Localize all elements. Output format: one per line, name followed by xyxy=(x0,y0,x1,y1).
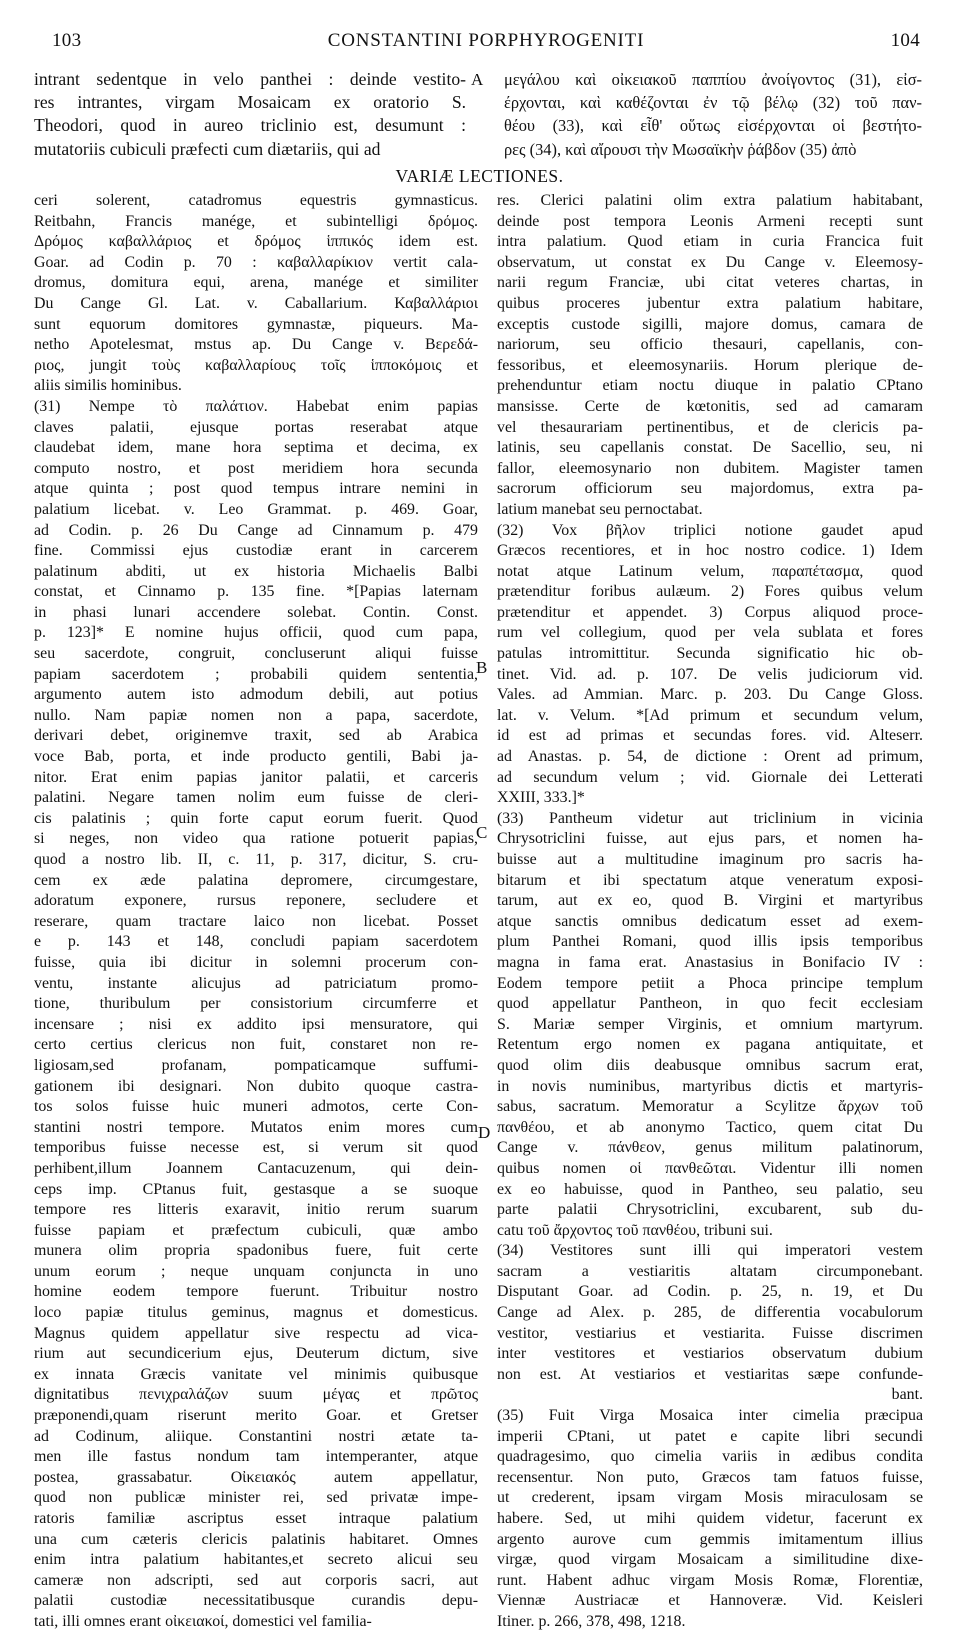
text-line: prætenditur et appendet. 3) Corpus aliquod proce- xyxy=(497,603,923,621)
margin-marker-c: C xyxy=(476,823,488,842)
section-title: VARIÆ LECTIONES. xyxy=(395,166,564,186)
text-line: prætenditur foribus aulæum. 2) Fores quibus velum xyxy=(497,583,923,601)
text-line: intrant sedentque in velo panthei : deinde vestito- xyxy=(34,69,466,89)
text-line: Δρόμος καβαλλάριος et δρόμος ἱππικός idem est. xyxy=(34,233,478,251)
text-line: bant. xyxy=(891,1386,923,1404)
text-line: quibus proceres jubentur extra palatium habitare, xyxy=(497,294,923,312)
text-line: Goar. ad Codin p. 70 : καβαλλαρίκιον vertit cala- xyxy=(34,253,478,271)
text-line: claudebat idem, mane hora septima et decima, ex xyxy=(34,439,478,457)
margin-marker-b: B xyxy=(476,658,488,677)
notes-right-column xyxy=(497,191,923,1633)
text-line: mutatoriis cubiculi præfecti cum diætariis, qui ad xyxy=(34,138,381,159)
text-line: mansisse. Certe de kœtonitis, sed ad camaram xyxy=(497,397,923,415)
text-line: quadragesimo, quo cimelia variis in ædibus condita xyxy=(497,1448,923,1466)
text-line: quod non publicæ minister rei, sed privatæ impe- xyxy=(34,1489,478,1507)
text-line: sacram a vestiaritis altatam circumponebant. xyxy=(497,1262,923,1280)
text-line: aliis similis hominibus. xyxy=(34,377,182,395)
text-line: vestitor, vestiarius et vestiarita. Fuisse discrimen xyxy=(497,1324,923,1342)
text-line: res. Clerici palatini olim extra palatium habitabant, xyxy=(497,192,923,209)
text-line: Theodori, quod in aureo triclinio est, desumunt : xyxy=(34,115,466,136)
text-line: vel thesaurariam pertinentibus, et de clericis pa- xyxy=(497,418,923,436)
text-line: bitarum et ibi spectatum atque veneratum exposi- xyxy=(497,871,923,889)
text-line: (31) Nempe τὸ παλάτιον. Habebat enim papias xyxy=(34,397,478,415)
text-line: (33) Pantheum videtur aut triclinium in vicinia xyxy=(497,809,923,827)
text-line: temporibus fuisse necesse est, si verum sit quod xyxy=(34,1139,478,1157)
text-line: quibus nomen οἱ πανθεῶται. Videntur illi nomen xyxy=(497,1159,923,1177)
text-line: postea, grassabatur. Οἰκειακός autem appellatur, xyxy=(34,1468,478,1486)
text-line: fallor, eleemosynario non dubitem. Magister tamen xyxy=(497,459,923,477)
text-line: fessoribus, et eleemosynariis. Horum plerique de- xyxy=(497,356,923,374)
text-line: prehenduntur etiam noctu diuque in palatio CPtano xyxy=(497,377,923,395)
text-line: derivari debet, originemve traxit, sed ab Arabica xyxy=(34,727,478,745)
left-page-number: 103 xyxy=(52,30,82,51)
text-line: computo nostro, et post meridiem hora secunda xyxy=(34,459,478,477)
text-line: nullo. Nam papiæ nomen non a papa, sacerdote, xyxy=(34,706,478,724)
text-line: ex eo habuisse, quod in Pantheo, seu palatio, seu xyxy=(497,1180,923,1198)
text-line: ut crederent, ipsam virgam Mosis miraculosam se xyxy=(497,1489,923,1507)
text-line: cis palatinis ; quin forte caput eorum fuerit. Quod xyxy=(34,809,478,827)
text-line: constat, et Cinnamo p. 135 fine. *[Papias laternam xyxy=(34,583,478,601)
text-line: Reitbahn, Francis manége, et subintelligi δρόμος. xyxy=(34,212,478,230)
text-line: claves palatii, ejusque portas reserabat atque xyxy=(34,418,478,436)
text-line: certo certius clericus non fuit, constaret non re- xyxy=(34,1036,478,1054)
text-line: ad Anastas. p. 54, de dictione : Orent ad primum, xyxy=(497,748,923,766)
text-line: Vales. ad Ammian. Marc. p. 203. Du Cange Gloss. xyxy=(497,686,923,704)
text-line: έρχονται, καὶ καθέζονται ἐν τῷ βέλῳ (32) τοῦ παν- xyxy=(504,93,922,113)
text-line: Græcos recentiores, et in hoc nostro codice. 1) Idem xyxy=(497,542,923,560)
text-line: netho Apotelesmat, mstus ap. Du Cange v. Βερεδά- xyxy=(34,336,478,354)
text-line: adoratum exponere, rursus reponere, secludere et xyxy=(34,892,478,910)
text-line: Retentum ergo nomen ex pagana antiquitate, et xyxy=(497,1036,923,1054)
text-line: latinis, seu capellanis constat. De Sacellio, seu, ni xyxy=(497,439,923,457)
text-line: sunt equorum domitores gymnastæ, piqueurs. Ma- xyxy=(34,315,478,333)
text-line: reserare, quam tractare laico non licebat. Posset xyxy=(34,912,478,930)
text-line: palatinum abditi, ut ex historia Michaelis Balbi xyxy=(34,562,478,580)
text-line: nariorum, seu officio thesauri, capellanis, con- xyxy=(497,336,923,354)
text-line: πανθέου, et ab anonymo Tactico, quem citat Du xyxy=(497,1118,923,1136)
text-line: p. 123]* E nomine hujus officii, quod cum papa, xyxy=(34,624,478,642)
text-line: tos solos fuisse huic muneri admotos, certe Con- xyxy=(34,1098,478,1116)
text-line: rum vel collegium, quod per vela sublata et fores xyxy=(497,624,923,642)
text-line: notat atque Latinum velum, παραπέτασμα, quod xyxy=(497,562,923,580)
text-line: lat. v. Velum. *[Ad primum et secundum velum, xyxy=(497,706,923,724)
text-line: buisse aut a multitudine imaginum pro sacris ha- xyxy=(497,851,923,868)
text-line: gationem ibi designari. Non dubito quoque castra- xyxy=(34,1077,478,1095)
text-line: argumento autem isto admodum debili, aut potius xyxy=(34,686,478,704)
text-line: palatii custodiæ necessitatibusque curandis depu- xyxy=(34,1592,478,1610)
text-line: men ille fastus nondum tam intemperanter, atque xyxy=(34,1448,478,1466)
text-line: Du Cange Gl. Lat. v. Caballarium. Καβαλλάριοι xyxy=(34,294,478,312)
text-line: XXIII, 333.]* xyxy=(497,789,585,807)
text-line: papiam sacerdotem ; probabili quidem sententia, xyxy=(34,665,478,683)
text-line: nitor. Erat enim papias janitor palatii, et carceris xyxy=(34,768,478,786)
text-line: rium aut secundicerium ejus, Deuterum dictum, sive xyxy=(34,1345,478,1363)
text-line: Cange ad Alex. p. 285, de differentia vocabulorum xyxy=(497,1304,923,1322)
notes-left-column xyxy=(34,191,478,1633)
text-line: runt. Habent adhuc virgam Mosis Romæ, Florentiæ, xyxy=(497,1571,923,1589)
text-line: in novis numinibus, martyribus dictis et martyris- xyxy=(497,1077,923,1095)
text-line: quod a nostro lib. II, c. 11, p. 317, dicitur, S. cru- xyxy=(34,851,478,868)
text-line: dromus, domitura equi, arena, manége et similiter xyxy=(34,274,478,292)
text-line: cameræ non adscripti, sed aut corporis sacri, aut xyxy=(34,1571,478,1589)
text-line: res intrantes, virgam Mosaicam ex oratorio S. xyxy=(34,92,466,113)
text-line: tarum, aut ex eo, quod B. Virgini et martyribus xyxy=(497,892,923,910)
text-line: unum eorum ; neque unquam conjuncta in uno xyxy=(34,1262,478,1280)
text-line: voce Bab, porta, et inde producto gentili, Babi ja- xyxy=(34,748,478,766)
text-line: ventu, instante alicujus ad patriciatum promo- xyxy=(34,974,478,992)
latin-text-column xyxy=(34,68,466,161)
text-line: ad secundum velum ; vid. Giornale dei Letterati xyxy=(497,768,923,786)
text-line: narii regum Franciæ, ubi citat veteres chartas, in xyxy=(497,274,923,292)
text-line: munera olim propria spadonibus fuere, fuit certe xyxy=(34,1242,478,1260)
text-line: id est ad primas et secundas fores. vid. Alteserr. xyxy=(497,727,923,745)
text-line: fine. Commissi ejus custodiæ erant in carcerem xyxy=(34,542,478,560)
text-line: latium manebat seu pernoctabat. xyxy=(497,500,703,518)
text-line: intra palatium. Quod etiam in curia Francica fuit xyxy=(497,233,923,251)
text-line: non est. At vestiarios et vestiaritas sæpe confunde- xyxy=(497,1365,923,1383)
text-line: loco papiæ titulus geminus, magnus et domesticus. xyxy=(34,1304,478,1322)
text-line: habere. Sed, ut mihi quidem videtur, facerunt ex xyxy=(497,1510,923,1527)
text-line: ριος, jungit τοὺς καβαλλαρίους τοῖς ἱπποκόμοις et xyxy=(34,356,478,374)
text-line: patulas intromittitur. Secunda significatio hic ob- xyxy=(497,645,923,663)
text-line: μεγάλου καὶ οἰκειακοῦ παππίου ἀνοίγοντος (31), εἰσ- xyxy=(504,70,922,89)
text-line: ceri solerent, catadromus equestris gymnasticus. xyxy=(34,192,478,209)
text-line: Chrysotriclini fuisse, aut ejus pars, et nomen ha- xyxy=(497,830,923,848)
greek-text-column xyxy=(504,68,922,161)
text-line: parte palatii Chrysotriclini, excubarent, sub du- xyxy=(497,1201,923,1219)
running-header xyxy=(52,30,920,60)
text-line: θέου (33), καὶ εἶθ' οὕτως εἰσέρχονται οἱ βεστήτο- xyxy=(504,116,922,136)
text-line: fuisse papiam et præfectum cubiculi, quæ ambo xyxy=(34,1221,478,1239)
text-line: Disputant Goar. ad Codin. p. 25, n. 19, et Du xyxy=(497,1283,923,1301)
text-line: ρες (34), καὶ αἴρουσι τὴν Μωσαϊκὴν ῥάβδον (35) ἀπὸ xyxy=(504,139,857,159)
text-line: Itiner. p. 266, 378, 498, 1218. xyxy=(497,1612,686,1630)
text-line: quod appellatur Pantheon, in quo fecit ecclesiam xyxy=(497,995,923,1013)
text-line: fuisse, quia ibi dicitur in solemni procerum con- xyxy=(34,953,478,971)
text-line: perhibent,illum Joannem Cantacuzenum, qui dein- xyxy=(34,1159,478,1177)
margin-marker-d: D xyxy=(478,1123,491,1142)
text-line: palatium licebat. v. Leo Grammat. p. 469. Goar, xyxy=(34,500,478,518)
text-line: ex innata Græcis vanitate vel minimis quibusque xyxy=(34,1365,478,1383)
text-line: sacrorum officiorum seu majordomus, extra pa- xyxy=(497,480,923,498)
text-line: (32) Vox βῆλον triplici notione gaudet apud xyxy=(497,521,923,539)
text-line: tione, thuribulum per consistorium circumferre et xyxy=(34,995,478,1013)
text-line: Cange v. πάνθεον, genus militum palatinorum, xyxy=(497,1139,923,1157)
text-line: S. Mariæ semper Virginis, et omnium martyrum. xyxy=(497,1015,923,1033)
text-line: tati, illi omnes erant οἰκειακοί, domestici vel familia- xyxy=(34,1612,372,1630)
text-line: Eodem tempore petiit a Phoca principe templum xyxy=(497,974,923,992)
text-line: incensare ; nisi ex addito ipsi mensuratore, qui xyxy=(34,1015,478,1033)
running-title: CONSTANTINI PORPHYROGENITI xyxy=(327,30,645,51)
text-line: plum Panthei Romani, quod illis ipsis temporibus xyxy=(497,933,923,951)
text-line: enim intra palatium habitantes,et secreto alicui seu xyxy=(34,1551,478,1569)
text-line: tinet. Vid. ad. p. 107. De velis judiciorum vid. xyxy=(497,665,923,683)
text-line: (35) Fuit Virga Mosaica inter cimelia præcipua xyxy=(497,1407,923,1425)
text-line: ligiosam,sed profanam, pompaticamque suffumi- xyxy=(34,1056,478,1074)
text-line: homine eodem tempore fuerunt. Tribuitur nostro xyxy=(34,1283,478,1301)
text-line: (34) Vestitores sunt illi qui imperatori vestem xyxy=(497,1242,923,1260)
text-line: imperii CPtani, ut patet e capite libri secundi xyxy=(497,1427,923,1445)
text-line: dignitatibus πενιχραλάζων suum μέγας et πρῶτος xyxy=(34,1386,478,1404)
text-line: ad Codinum, aliique. Constantini nostri ætate ta- xyxy=(34,1427,478,1445)
text-line: Magnus quidem appellatur sive respectu ad vica- xyxy=(34,1324,478,1342)
text-line: atque quinta ; post quod tempus intrare nemini in xyxy=(34,480,478,498)
text-line: exceptis custode sigilli, majore domus, camara de xyxy=(497,315,923,333)
text-line: una cum cæteris clericis palatinis habitaret. Omnes xyxy=(34,1530,478,1548)
text-line: tempore res litteris exaravit, initio rerum suarum xyxy=(34,1201,478,1219)
margin-marker-a: A xyxy=(471,70,484,89)
text-line: inter vestitores et vestiarios observatum dubium xyxy=(497,1345,923,1363)
text-line: Viennæ Austriacæ et Hannoveræ. Vid. Keisleri xyxy=(497,1592,923,1610)
text-line: in phasi lunari accendere solebat. Contin. Const. xyxy=(34,603,478,621)
text-line: e p. 143 et 148, concludi papiam sacerdotem xyxy=(34,933,478,951)
text-line: magna in fama erat. Anastasius in Bonifacio IV : xyxy=(497,953,923,971)
text-line: præponendi,quam riserunt merito Goar. et Gretser xyxy=(34,1407,478,1425)
text-line: catu τοῦ ἄρχοντος τοῦ πανθέου, tribuni sui. xyxy=(497,1221,773,1239)
text-line: si neges, non video qua ratione potuerit papias, xyxy=(34,830,478,848)
text-line: ceps imp. CPtanus fuit, gestasque a se suoque xyxy=(34,1180,478,1198)
text-line: stantini nostri tempore. Mutatos enim mores cum xyxy=(34,1118,478,1136)
right-page-number: 104 xyxy=(890,30,920,51)
text-line: ratoris familiæ ascriptus esset intraque palatium xyxy=(34,1510,478,1527)
text-line: observatum, ut constat ex Du Cange v. Eleemosy- xyxy=(497,253,923,271)
text-line: quod olim diis deabusque omnibus sacrum erat, xyxy=(497,1056,923,1074)
text-line: atque sanctis omnibus dedicatum esset ad exem- xyxy=(497,912,923,930)
text-line: virgæ, quod virgam Mosaicam a similitudine dixe- xyxy=(497,1551,923,1569)
text-line: argento aurove cum gemmis imitamentum illius xyxy=(497,1530,923,1548)
text-line: deinde post tempora Leonis Armeni recepti sunt xyxy=(497,212,923,230)
text-line: seu sacerdote, congruit, concluserunt aliqui fuisse xyxy=(34,645,478,663)
text-line: sabus, sacratum. Memoratur a Scylitze ἄρχων τοῦ xyxy=(497,1098,923,1116)
text-line: recensentur. Non puto, Græcos tam fatuos fuisse, xyxy=(497,1468,923,1486)
text-line: ad Codin. p. 26 Du Cange ad Cinnamum p. 479 xyxy=(34,521,478,539)
text-line: cem ex æde palatina depromere, circumgestare, xyxy=(34,871,478,889)
text-line: palatini. Negare tamen nolim eum fuisse de cleri- xyxy=(34,789,478,807)
